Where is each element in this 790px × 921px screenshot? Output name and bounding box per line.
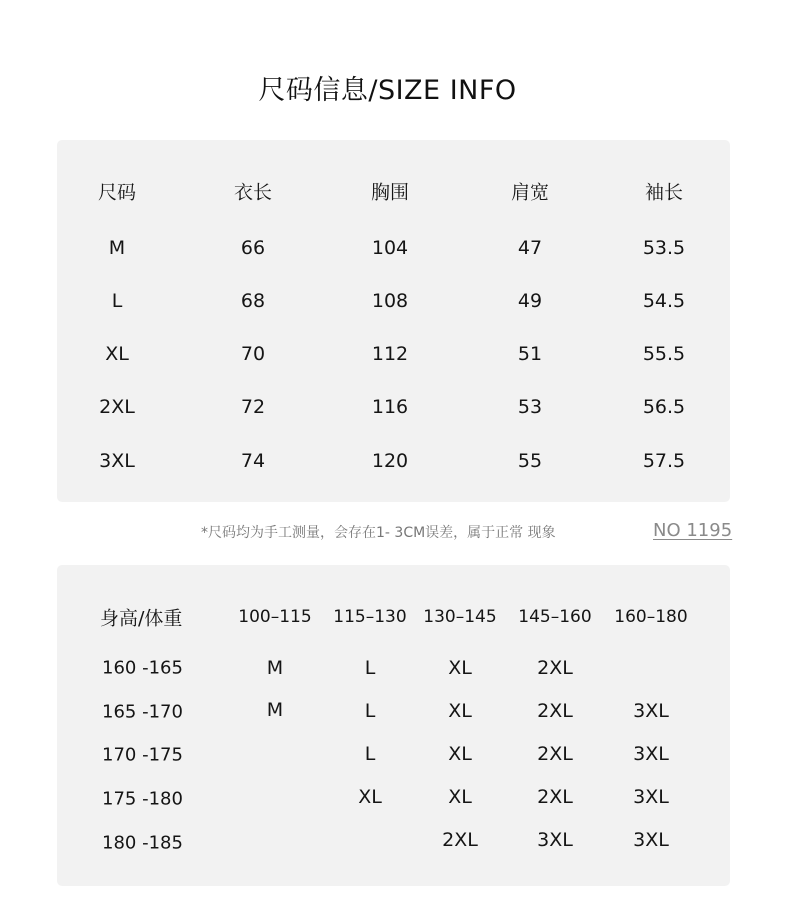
fit-table	[57, 565, 730, 886]
table-cell: 53	[517, 396, 543, 418]
size-table	[57, 140, 730, 502]
table-cell: XL	[105, 343, 129, 365]
height-range: 175 -180	[102, 788, 183, 810]
table-cell: 54.5	[642, 290, 686, 312]
table-cell: 104	[371, 237, 409, 259]
fit-cell: XL	[448, 786, 472, 808]
table-cell: 2XL	[99, 396, 135, 418]
table-cell: 56.5	[642, 396, 686, 418]
table-cell: 55	[517, 450, 543, 472]
fit-cell: L	[364, 700, 376, 722]
table-cell: 72	[240, 396, 266, 418]
fit-cell: 3XL	[633, 786, 669, 808]
fit-cell: 2XL	[537, 700, 573, 722]
weight-range: 130–145	[423, 607, 497, 627]
table-cell: 112	[371, 343, 409, 365]
height-range: 165 -170	[102, 701, 183, 723]
table-cell: 51	[517, 343, 543, 365]
table-cell: M	[108, 237, 126, 259]
fit-cell: 3XL	[537, 829, 573, 851]
fit-cell: 2XL	[537, 786, 573, 808]
product-code: NO 1195	[653, 520, 733, 541]
fit-cell: XL	[448, 657, 472, 679]
table-cell: 66	[240, 237, 266, 259]
height-range: 180 -185	[102, 832, 183, 854]
fit-cell: XL	[358, 786, 382, 808]
table-cell: 120	[371, 450, 409, 472]
header-shoulder: 肩宽	[510, 181, 550, 204]
weight-range: 115–130	[333, 607, 407, 627]
fit-cell: 3XL	[633, 829, 669, 851]
page-title: 尺码信息/SIZE INFO	[258, 75, 517, 106]
table-cell: 55.5	[642, 343, 686, 365]
header-chest: 胸围	[370, 181, 410, 204]
measurement-note: *尺码均为手工测量，会存在1- 3CM误差，属于正常 现象	[201, 525, 556, 541]
weight-range: 145–160	[518, 607, 592, 627]
fit-cell: XL	[448, 700, 472, 722]
weight-range: 100–115	[238, 607, 312, 627]
height-range: 170 -175	[102, 744, 183, 766]
table-cell: 49	[517, 290, 543, 312]
table-cell: 70	[240, 343, 266, 365]
fit-cell: 2XL	[537, 743, 573, 765]
fit-cell: 3XL	[633, 743, 669, 765]
table-cell: 53.5	[642, 237, 686, 259]
fit-cell: L	[364, 743, 376, 765]
fit-cell: L	[364, 657, 376, 679]
header-size: 尺码	[97, 181, 137, 204]
table-cell: 68	[240, 290, 266, 312]
fit-corner-label: 身高/体重	[100, 607, 183, 630]
height-range: 160 -165	[102, 657, 183, 679]
fit-cell: 2XL	[442, 829, 478, 851]
table-cell: L	[111, 290, 123, 312]
table-cell: 74	[240, 450, 266, 472]
fit-cell: M	[266, 699, 284, 721]
fit-cell: 2XL	[537, 657, 573, 679]
header-sleeve: 袖长	[644, 181, 684, 204]
table-cell: 47	[517, 237, 543, 259]
fit-cell: M	[266, 657, 284, 679]
fit-cell: XL	[448, 743, 472, 765]
table-cell: 108	[371, 290, 409, 312]
table-cell: 3XL	[99, 450, 135, 472]
weight-range: 160–180	[614, 607, 688, 627]
fit-cell: 3XL	[633, 700, 669, 722]
header-length: 衣长	[233, 181, 273, 204]
table-cell: 57.5	[642, 450, 686, 472]
table-cell: 116	[371, 396, 409, 418]
